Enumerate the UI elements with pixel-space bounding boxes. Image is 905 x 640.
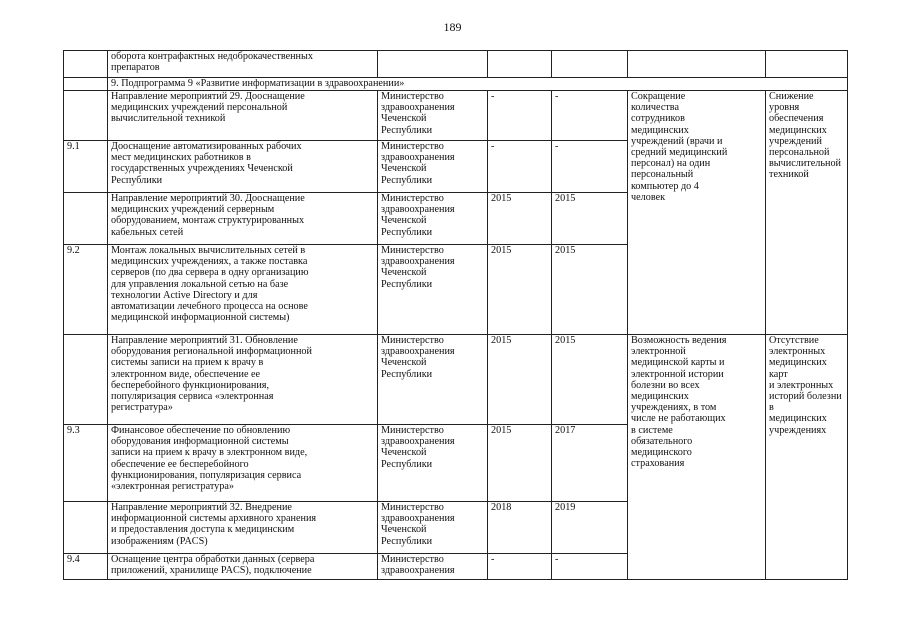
end-year-cell (552, 51, 628, 78)
end-year-cell: 2015 (552, 245, 628, 335)
end-year-cell: - (552, 141, 628, 193)
activity-cell: Дооснащение автоматизированных рабочих мест медицинских работников в государственных учреждениях Чеченской Республики (108, 141, 378, 193)
activity-cell: Монтаж локальных вычислительных сетей в медицинских учреждениях, а также поставка серверов (по два сервера в одну организацию для управления локальной сетью на базе технологии Active Directory и для автоматизации лечебного процесса на основе медицинской информационной системы) (108, 245, 378, 335)
executor-cell: Министерство здравоохранения (378, 554, 488, 580)
executor-cell: Министерство здравоохранения Чеченской Республики (378, 335, 488, 425)
direction-row (64, 335, 848, 425)
num-cell (64, 51, 108, 78)
executor-cell: Министерство здравоохранения Чеченской Республики (378, 245, 488, 335)
activity-cell: Направление мероприятий 32. Внедрение информационной системы архивного хранения и предоставления доступа к медицинским изображениям (PACS) (108, 502, 378, 554)
num-cell: 9.4 (64, 554, 108, 580)
subprogram-title: 9. Подпрограмма 9 «Развитие информатизации в здравоохранении» (108, 78, 848, 91)
result-cell: Сокращение количества сотрудников медицинских учреждений (врачи и средний медицинский персонал) на один персональный компьютер до 4 человек (628, 91, 766, 335)
start-year-cell: 2018 (488, 502, 552, 554)
activity-cell: оборота контрафактных недоброкачественных препаратов (108, 51, 378, 78)
subprogram-row (64, 78, 848, 91)
num-cell: 9.2 (64, 245, 108, 335)
start-year-cell: 2015 (488, 335, 552, 425)
page-number: 189 (443, 20, 462, 34)
executor-cell: Министерство здравоохранения Чеченской Республики (378, 91, 488, 141)
result-cell: Возможность ведения электронной медицинской карты и электронной истории болезни во всех медицинских учреждениях, в том числе не работающих в системе обязательного медицинского страхования (628, 335, 766, 580)
start-year-cell: 2015 (488, 193, 552, 245)
num-cell (64, 193, 108, 245)
consequence-cell: Отсутствие электронных медицинских карт и электронных историй болезни в медицинских учреждениях (766, 335, 848, 580)
num-cell (64, 502, 108, 554)
start-year-cell: 2015 (488, 245, 552, 335)
executor-cell: Министерство здравоохранения Чеченской Республики (378, 502, 488, 554)
result-cell (628, 51, 766, 78)
activity-cell: Оснащение центра обработки данных (сервера приложений, хранилище PACS), подключение (108, 554, 378, 580)
activity-cell: Направление мероприятий 31. Обновление оборудования региональной информационной системы записи на прием к врачу в электронном виде, обеспечение ее бесперебойного функционирования, популяризация сервиса «электронная регистратура» (108, 335, 378, 425)
activity-cell: Финансовое обеспечение по обновлению оборудования информационной системы записи на прием к врачу в электронном виде, обеспечение ее бесперебойного функционирования, популяризация сервиса «электронная регистратура» (108, 425, 378, 502)
start-year-cell: - (488, 91, 552, 141)
program-table (63, 50, 848, 580)
consequence-cell: Снижение уровня обеспечения медицинских учреждений персональной вычислительной техникой (766, 91, 848, 335)
num-cell: 9.3 (64, 425, 108, 502)
start-year-cell (488, 51, 552, 78)
end-year-cell: 2015 (552, 193, 628, 245)
end-year-cell: - (552, 554, 628, 580)
start-year-cell: - (488, 141, 552, 193)
num-cell (64, 78, 108, 91)
executor-cell (378, 51, 488, 78)
num-cell (64, 91, 108, 141)
consequence-cell (766, 51, 848, 78)
end-year-cell: 2017 (552, 425, 628, 502)
table-row (64, 51, 848, 78)
num-cell: 9.1 (64, 141, 108, 193)
num-cell (64, 335, 108, 425)
end-year-cell: 2015 (552, 335, 628, 425)
direction-row (64, 91, 848, 141)
activity-cell: Направление мероприятий 30. Дооснащение медицинских учреждений серверным оборудованием, монтаж структурированных кабельных сетей (108, 193, 378, 245)
executor-cell: Министерство здравоохранения Чеченской Республики (378, 141, 488, 193)
start-year-cell: 2015 (488, 425, 552, 502)
end-year-cell: - (552, 91, 628, 141)
executor-cell: Министерство здравоохранения Чеченской Республики (378, 425, 488, 502)
activity-cell: Направление мероприятий 29. Дооснащение медицинских учреждений персональной вычислительной техникой (108, 91, 378, 141)
executor-cell: Министерство здравоохранения Чеченской Республики (378, 193, 488, 245)
end-year-cell: 2019 (552, 502, 628, 554)
start-year-cell: - (488, 554, 552, 580)
